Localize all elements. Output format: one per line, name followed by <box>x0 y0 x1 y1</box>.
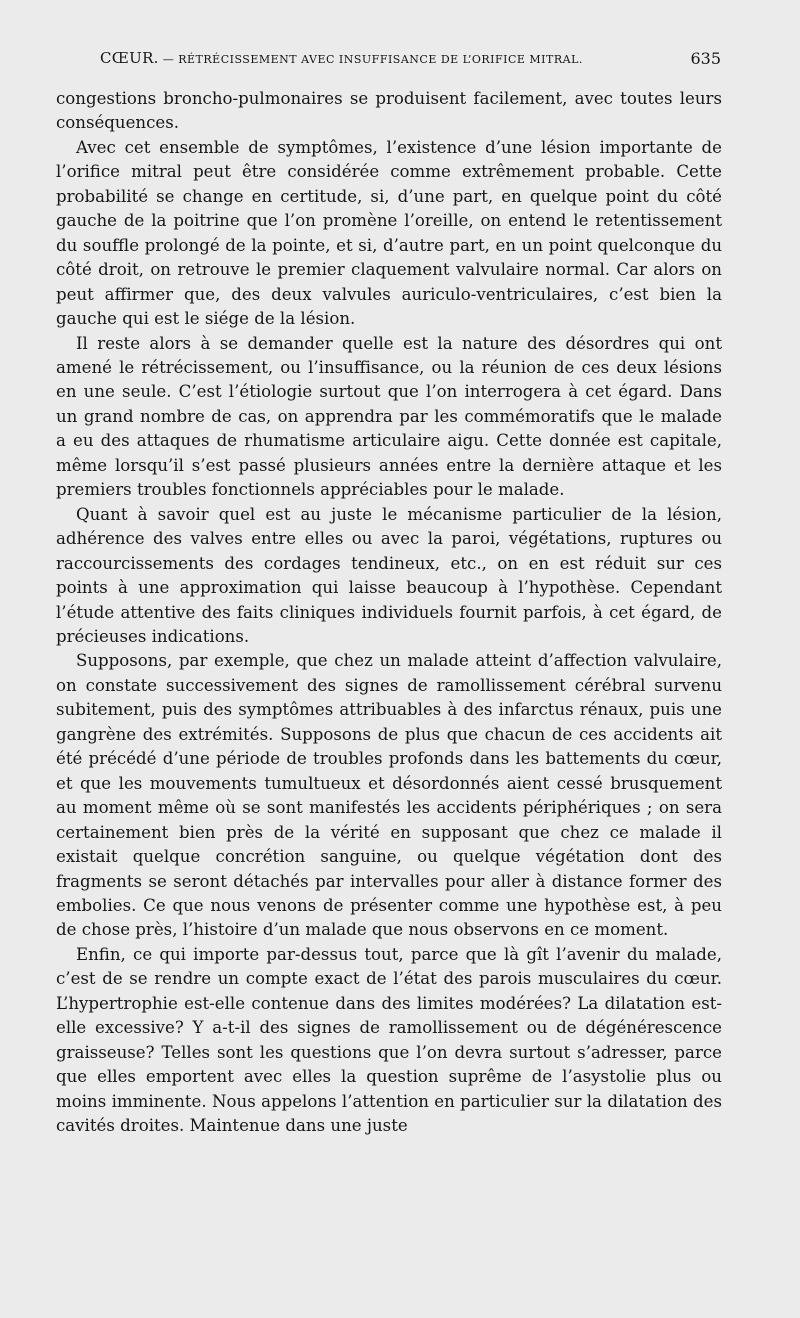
paragraph: Enfin, ce qui importe par-dessus tout, parce que là gît l’avenir du malade, c’est de se rendre un compte exact de l’état des parois musculaires du cœur. L’hypertrophie est-elle contenue dans des limites modérées? La dilatation est-elle excessive? Y a-t-il des signes de ramollissement ou de dégénérescence graisseuse? Telles sont les questions que l’on devra surtout s’adresser, parce que elles emportent avec elles la question suprême de l’asystolie plus ou moins imminente. Nous appelons l’attention en particulier sur la dilatation des cavités droites. Maintenue dans une juste <box>56 944 722 1136</box>
paragraph: Supposons, par exemple, que chez un malade atteint d’affection valvulaire, on constate successivement des signes de ramollissement cérébral survenu subitement, puis des symptômes attribuables à des infarctus rénaux, puis une gangrène des extrémités. Supposons de plus que chacun de ces accidents ait été précédé d’une période de troubles profonds dans les battements du cœur, et que les mouvements tumultueux et désordonnés aient cessé brusquement au moment même où se sont manifestés les accidents périphériques ; on sera certainement bien près de la vérité en supposant que chez ce malade il existait quelque concrétion sanguine, ou quelque végétation dont des fragments se seront détachés par intervalles pour aller à distance former des embolies. Ce que nous venons de présenter comme une hypothèse est, à peu de chose près, l’histoire d’un malade que nous observons en ce moment. <box>56 651 722 940</box>
header-title: CŒUR. <box>100 49 159 67</box>
header-subtitle: — RÉTRÉCISSEMENT AVEC INSUFFISANCE DE L’ORIFICE MITRAL. <box>158 53 583 66</box>
paragraph: Quant à savoir quel est au juste le mécanisme particulier de la lésion, adhérence des valves entre elles ou avec la paroi, végétations, ruptures ou raccourcissements des cordages tendineux, etc., on en est réduit sur ces points à une approximation qui laisse beaucoup à l’hypothèse. Cependant l’étude attentive des faits cliniques individuels fournit parfois, à cet égard, de précieuses indications. <box>56 504 722 646</box>
paragraph: congestions broncho-pulmonaires se produisent facilement, avec toutes leurs conséquences. <box>56 89 722 133</box>
page-number: 635 <box>690 49 721 68</box>
paragraph: Il reste alors à se demander quelle est la nature des désordres qui ont amené le rétrécissement, ou l’insuffisance, ou la réunion de ces deux lésions en une seule. C’est l’étiologie surtout que l’on interrogera à cet égard. Dans un grand nombre de cas, on apprendra par les commémoratifs que le malade a eu des attaques de rhumatisme articulaire aigu. Cette donnée est capitale, même lorsqu’il s’est passé plusieurs années entre la dernière attaque et les premiers troubles fonctionnels appréciables pour le malade. <box>56 333 722 500</box>
running-title <box>100 49 583 67</box>
paragraph: Avec cet ensemble de symptômes, l’existence d’une lésion importante de l’orifice mitral peut être considérée comme extrêmement probable. Cette probabilité se change en certitude, si, d’une part, en quelque point du côté gauche de la poitrine que l’on promène l’oreille, on entend le retentissement du souffle prolongé de la pointe, et si, d’autre part, en un point quelconque du côté droit, on retrouve le premier claquement valvulaire normal. Car alors on peut affirmer que, des deux valvules auriculo-ventriculaires, c’est bien la gauche qui est le siége de la lésion. <box>56 137 722 329</box>
body-text <box>56 87 722 1138</box>
